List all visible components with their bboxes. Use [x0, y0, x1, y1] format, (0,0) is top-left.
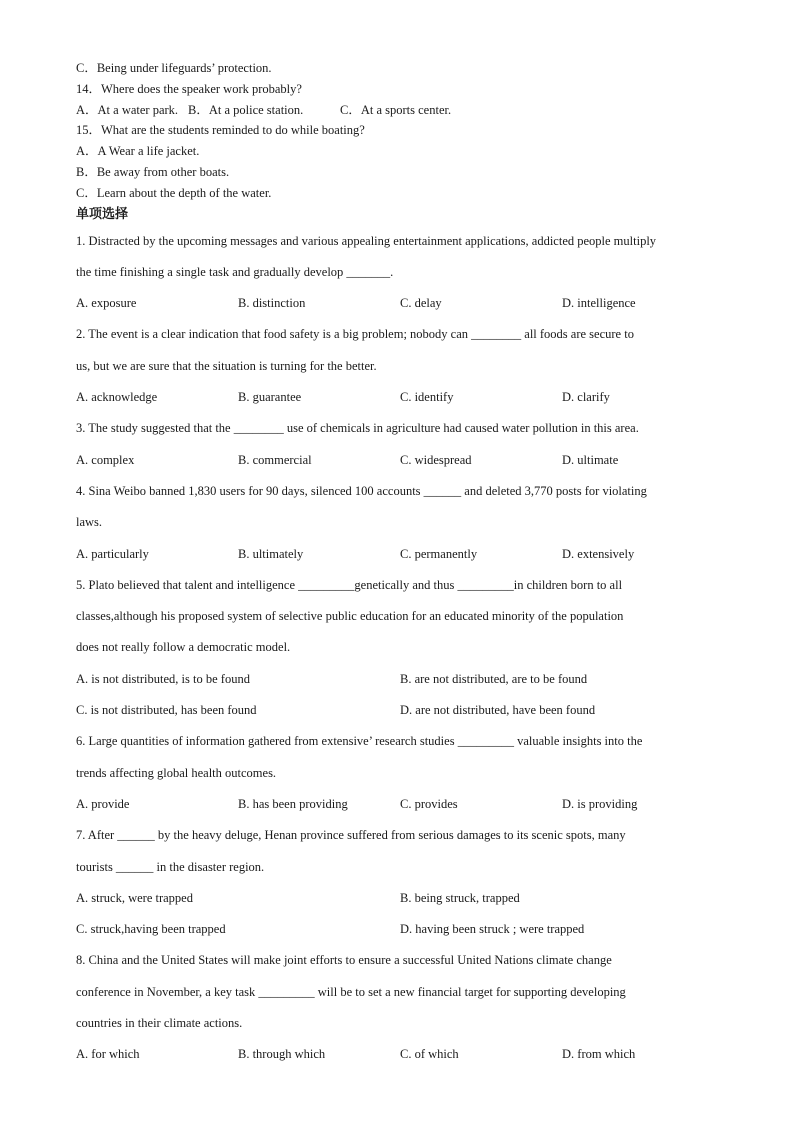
option-d: D. from which — [562, 1047, 636, 1062]
q14-stem: 14．Where does the speaker work probably? — [76, 81, 302, 96]
option-d: D. having been struck ; were trapped — [400, 922, 585, 937]
options-row — [76, 539, 726, 570]
question-line: trends affecting global health outcomes. — [76, 765, 277, 780]
question-line: 8. China and the United States will make joint efforts to ensure a successful United Nations climate change — [76, 953, 612, 968]
question-line: 6. Large quantities of information gathered from extensive’ research studies _________ valuable insights into the — [76, 734, 643, 749]
question-line: laws. — [76, 515, 103, 530]
option-c: C. of which — [400, 1047, 459, 1062]
options-row — [76, 1039, 726, 1070]
question-5 — [76, 570, 726, 726]
option-c: C. permanently — [400, 546, 478, 561]
option-b: B. has been providing — [238, 796, 348, 811]
question-line: 5. Plato believed that talent and intelligence _________genetically and thus _________in children born to all — [76, 577, 623, 592]
option-c: C. provides — [400, 796, 458, 811]
options-row — [76, 789, 726, 820]
q14-option-b: B．At a police station. — [188, 102, 304, 117]
question-line: the time finishing a single task and gradually develop _______. — [76, 264, 394, 279]
option-d: D. is providing — [562, 796, 638, 811]
option-c: C. struck,having been trapped — [76, 922, 226, 937]
question-line: 7. After ______ by the heavy deluge, Henan province suffered from serious damages to its scenic spots, many — [76, 828, 626, 843]
option-b: B. are not distributed, are to be found — [400, 671, 588, 686]
option-b: B. guarantee — [238, 390, 302, 405]
question-line: 3. The study suggested that the ________ use of chemicals in agriculture had caused water pollution in this area. — [76, 421, 639, 436]
option-a: A. exposure — [76, 296, 137, 311]
question-line: tourists ______ in the disaster region. — [76, 859, 265, 874]
options-row — [76, 288, 726, 319]
section-title: 单项选择 — [76, 206, 129, 222]
question-6 — [76, 726, 726, 820]
option-b: B. distinction — [238, 296, 306, 311]
q15-option-b: B．Be away from other boats. — [76, 164, 230, 179]
options-row — [76, 883, 726, 914]
option-b: B. through which — [238, 1047, 326, 1062]
option-a: A. complex — [76, 452, 135, 467]
q14-option-a: A．At a water park. — [76, 102, 179, 117]
q13-option-c: C．Being under lifeguards’ protection. — [76, 61, 272, 75]
option-d: D. ultimate — [562, 452, 619, 467]
option-d: D. clarify — [562, 390, 610, 405]
options-row — [76, 445, 726, 476]
q15-stem: 15．What are the students reminded to do while boating? — [76, 123, 365, 138]
options-row — [76, 664, 726, 695]
option-b: B. ultimately — [238, 546, 304, 561]
question-8 — [76, 945, 726, 1070]
question-4 — [76, 476, 726, 570]
option-b: B. commercial — [238, 452, 312, 467]
question-line: does not really follow a democratic model. — [76, 640, 291, 655]
question-line: countries in their climate actions. — [76, 1016, 243, 1030]
option-a: A. struck, were trapped — [76, 890, 193, 905]
options-row — [76, 695, 726, 726]
option-b: B. being struck, trapped — [400, 890, 520, 905]
option-c: C. is not distributed, has been found — [76, 703, 257, 718]
question-line: 2. The event is a clear indication that food safety is a big problem; nobody can ________ all foods are secure to — [76, 327, 634, 342]
question-1 — [76, 226, 726, 320]
option-d: D. are not distributed, have been found — [400, 703, 596, 718]
q14-options — [76, 100, 726, 121]
option-a: A. acknowledge — [76, 390, 158, 405]
options-row — [76, 382, 726, 413]
option-a: A. provide — [76, 796, 130, 811]
question-line: conference in November, a key task _________ will be to set a new financial target for supporting developing — [76, 984, 626, 999]
q15-option-c: C．Learn about the depth of the water. — [76, 185, 272, 200]
question-7 — [76, 820, 726, 945]
option-a: A. particularly — [76, 546, 149, 561]
option-c: C. widespread — [400, 452, 472, 467]
q14-option-c: C．At a sports center. — [340, 102, 452, 117]
question-line: us, but we are sure that the situation is turning for the better. — [76, 358, 377, 373]
options-row — [76, 914, 726, 945]
option-d: D. extensively — [562, 546, 635, 561]
option-d: D. intelligence — [562, 296, 636, 311]
question-2 — [76, 319, 726, 413]
question-line: 1. Distracted by the upcoming messages and various appealing entertainment applications, addicted people multiply — [76, 233, 657, 248]
question-line: 4. Sina Weibo banned 1,830 users for 90 days, silenced 100 accounts ______ and deleted 3,770 posts for violating — [76, 483, 647, 498]
option-c: C. delay — [400, 296, 442, 311]
option-a: A. is not distributed, is to be found — [76, 671, 250, 686]
q15-option-a: A．A Wear a life jacket. — [76, 144, 200, 159]
option-a: A. for which — [76, 1047, 140, 1062]
question-line: classes,although his proposed system of selective public education for an educated minority of the population — [76, 609, 624, 624]
option-c: C. identify — [400, 390, 454, 405]
exam-page — [76, 58, 726, 1071]
question-3 — [76, 413, 726, 476]
